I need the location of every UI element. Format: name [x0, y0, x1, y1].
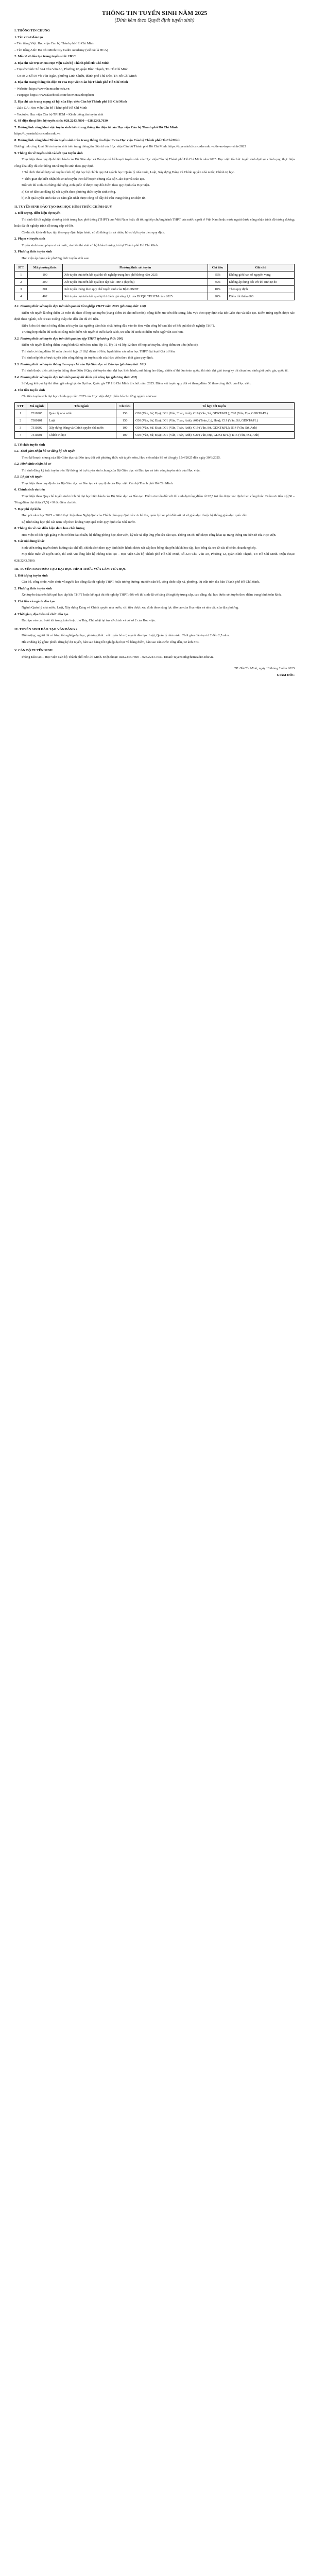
document-subtitle: (Đính kèm theo Quyết định tuyển sinh) — [114, 18, 195, 23]
table-cell: 20% — [208, 293, 227, 300]
subsection-heading: 3. Chỉ tiêu và ngành đào tạo — [14, 599, 55, 603]
table-cell: 7380101 — [26, 417, 47, 424]
subsection-heading: 2. Mã cơ sở đào tạo trong tuyển sinh: HCC — [14, 55, 76, 58]
table-cell: Xây dựng Đảng và Chính quyền nhà nước — [47, 424, 116, 431]
table-header-cell: STT — [15, 402, 26, 410]
subsection-heading: 5. Tổ chức tuyển sinh — [14, 443, 45, 447]
paragraph: Đào tạo vào các buổi tối trong tuần hoặc thứ Bảy, Chủ nhật tại trụ sở chính và cơ sở 2 của Học viện. — [22, 619, 156, 622]
table-cell: Không áp dụng đối với thí sinh tự do — [227, 279, 294, 286]
paragraph: Điểm xét tuyển là tổng điểm trung bình 03 môn học năm lớp 10, lớp 11 và lớp 12 theo tổ hợp xét tuyển, cộng điểm ưu tiên (nếu có). — [22, 343, 199, 347]
table-row — [15, 424, 295, 431]
paragraph: Hồ sơ đăng ký gồm: phiếu đăng ký dự tuyển, bản sao bằng tốt nghiệp đại học và bảng điểm, bản sao căn cước công dân, 02 ảnh 3×4. — [22, 640, 200, 644]
table-row — [15, 410, 295, 417]
table-cell: C00 (Văn, Sử, Địa); D01 (Văn, Toán, Anh); C19 (Văn, Sử, GDKT&PL); D14 (Văn, Sử, Anh) — [134, 424, 295, 431]
table-cell: 4 — [15, 293, 28, 300]
table-cell: Xét tuyển dựa trên kết quả thi tốt nghiệp trung học phổ thông năm 2025 — [62, 272, 208, 279]
paragraph: Lộ trình tăng học phí các năm tiếp theo không vượt quá mức quy định của Nhà nước. — [22, 520, 136, 524]
subsection-heading: 6. Chính sách ưu tiên — [14, 488, 45, 492]
subsection-heading: 4. Chỉ tiêu tuyển sinh — [14, 388, 45, 392]
table-header-row — [15, 402, 295, 410]
table-row — [15, 279, 295, 286]
section-heading: V. CÁN BỘ TUYỂN SINH — [14, 649, 53, 652]
sub-subsection-heading: 3.2. Phương thức xét tuyển dựa trên kết quả học tập THPT (phương thức 200) — [14, 336, 123, 341]
table-header-cell: Chỉ tiêu — [208, 264, 227, 272]
section-heading: II. TUYỂN SINH ĐÀO TẠO ĐẠI HỌC HÌNH THỨC CHÍNH QUY — [14, 205, 112, 209]
table-cell: 2 — [15, 279, 28, 286]
paragraph: – Fanpage: https://www.facebook.com/hocviencanbotphcm — [14, 93, 94, 97]
section-heading: III. TUYỂN SINH ĐÀO TẠO ĐẠI HỌC HÌNH THỨC VỪA LÀM VỪA HỌC — [14, 567, 126, 571]
table-cell: 1 — [15, 272, 28, 279]
paragraph: – Tên tiếng Anh: Ho Chi Minh City Cadre Academy (viết tắt là HCA) — [14, 48, 108, 52]
paragraph: Học viện áp dụng các phương thức tuyển sinh sau: — [22, 256, 90, 260]
paragraph: Thực hiện theo quy định hiện hành của Bộ Giáo dục và Đào tạo và kế hoạch tuyển sinh của Học viện Cán bộ Thành phố Hồ Chí Minh năm 2025. Học viện tổ chức tuyển sinh đại học chính quy, thực hiện công khai đầy đủ các thông tin về tuyển sinh theo quy định. — [14, 158, 295, 168]
table-cell: 100 — [116, 424, 134, 431]
paragraph: Đối tượng: người đã có bằng tốt nghiệp đại học; phương thức: xét tuyển hồ sơ; ngành đào tạo: Luật, Quản lý nhà nước. Thời gian đào tạo từ 2 đến 2,5 năm. — [22, 634, 230, 637]
table-cell: 2 — [15, 417, 26, 424]
paragraph: Điều kiện: thí sinh có tổng điểm xét tuyển đạt ngưỡng đảm bảo chất lượng đầu vào do Học viện công bố sau khi có kết quả thi tốt nghiệp THPT. — [22, 324, 215, 328]
table-cell: 100 — [27, 272, 62, 279]
subsection-heading: 8. Đường link công khai Đề án tuyển sinh trên trang thông tin điện tử của Học viện Cán bộ Thành phố Hồ Chí Minh — [14, 138, 181, 142]
table-header-cell: Phương thức xét tuyển — [62, 264, 208, 272]
table-header-cell: STT — [15, 264, 28, 272]
paragraph: Ngành Quản lý nhà nước, Luật, Xây dựng Đảng và Chính quyền nhà nước; chỉ tiêu được xác định theo năng lực đào tạo của Học viện và nhu cầu của địa phương. — [22, 606, 239, 609]
table-cell: Điểm tối thiểu 600 — [227, 293, 294, 300]
section-methods — [14, 303, 295, 400]
table-header-cell: Tên ngành — [47, 402, 116, 410]
paragraph: Xét tuyển dựa trên kết quả học tập bậc THPT hoặc kết quả thi tốt nghiệp THPT; đối với thí sinh đã có bằng tốt nghiệp trung cấp, cao đẳng, đại học được xét tuyển theo điểm trung bình toàn khóa. — [22, 593, 283, 597]
paragraph: Học viện có đội ngũ giảng viên cơ hữu đạt chuẩn, hệ thống phòng học, thư viện, ký túc xá đáp ứng yêu cầu đào tạo. Thông tin chi tiết được công khai tại trang thông tin điện tử của Học viện. — [22, 533, 277, 537]
table-cell: 301 — [27, 286, 62, 293]
table-row — [15, 431, 295, 438]
table-cell: 3 — [15, 424, 26, 431]
table-cell: 100 — [116, 431, 134, 438]
sub-subsection-heading: 5.1. Thời gian nhận hồ sơ đăng ký xét tuyển — [14, 449, 76, 453]
paragraph: Thí sinh thuộc diện xét tuyển thẳng theo Điều 8 Quy chế tuyển sinh đại học hiện hành; anh hùng lao động, chiến sĩ thi đua toàn quốc; thí sinh đạt giải trong kỳ thi chọn học sinh giỏi quốc gia, quốc tế. — [22, 369, 288, 372]
signature-place: TP. Hồ Chí Minh, ngày 10 tháng 3 năm 2025 — [234, 667, 295, 670]
paragraph: Học phí năm học 2025 – 2026 thực hiện theo Nghị định của Chính phủ quy định về cơ chế thu, quản lý học phí đối với cơ sở giáo dục thuộc hệ thống giáo dục quốc dân. — [22, 514, 248, 517]
paragraph: + Thời gian dự kiến nhận hồ sơ xét tuyển theo kế hoạch chung của Bộ Giáo dục và Đào tạo. — [22, 177, 145, 181]
paragraph: Mọi thắc mắc về tuyển sinh, thí sinh vui lòng liên hệ Phòng Đào tạo – Học viện Cán bộ Thành phố Hồ Chí Minh, số 324 Chu Văn An, Phường 12, quận Bình Thạnh, TP. Hồ Chí Minh. Điện thoại: 028.2243.7800. — [14, 552, 295, 563]
table-cell: 150 — [116, 410, 134, 417]
sub-subsection-heading: 3.4. Phương thức xét tuyển dựa trên kết quả kỳ thi đánh giá năng lực (phương thức 402) — [14, 375, 138, 379]
paragraph: Tuyển sinh trong phạm vi cả nước, ưu tiên thí sinh có hộ khẩu thường trú tại Thành phố Hồ Chí Minh. — [22, 243, 159, 247]
paragraph: – Youtube: Học viện Cán bộ TP.HCM – Kênh thông tin tuyển sinh — [14, 112, 104, 116]
table-cell: 4 — [15, 431, 26, 438]
signature-block — [14, 666, 295, 679]
table-header-cell: Mã phương thức — [27, 264, 62, 272]
section-organization — [14, 442, 295, 661]
table-row — [15, 293, 295, 300]
paragraph: https://tuyensinh.hcmcadre.edu.vn — [14, 132, 61, 135]
subsection-heading: 5. Địa chỉ các trang mạng xã hội của Học viện Cán bộ Thành phố Hồ Chí Minh — [14, 99, 127, 104]
table-row — [15, 272, 295, 279]
paragraph: – Website: https://www.hcmcadre.edu.vn — [14, 87, 70, 91]
table-cell: Luật — [47, 417, 116, 424]
paragraph: Thí sinh đăng ký trực tuyến trên Hệ thống hỗ trợ tuyển sinh chung của Bộ Giáo dục và Đào tạo và trên cổng tuyển sinh của Học viện. — [22, 468, 201, 472]
admission-methods-table — [14, 264, 295, 300]
document — [14, 9, 295, 679]
paragraph: Thí sinh nộp hồ sơ trực tuyến trên cổng thông tin tuyển sinh của Học viện theo thời gian quy định. — [22, 356, 153, 360]
signature-role: GIÁM ĐỐC — [277, 673, 295, 677]
section-heading: IV. TUYỂN SINH ĐÀO TẠO VĂN BẰNG 2 — [14, 627, 78, 631]
paragraph: Phòng Đào tạo – Học viện Cán bộ Thành phố Hồ Chí Minh. Điện thoại: 028.2243.7800 – 028.2243.7630. Email: tuyensinh@hcmcadre.edu.vn. — [22, 655, 214, 659]
table-cell: Xét tuyển thẳng theo quy chế tuyển sinh của Bộ GD&ĐT — [62, 286, 208, 293]
table-cell: 7310202 — [26, 424, 47, 431]
subsection-heading: 4. Địa chỉ trang thông tin điện tử của Học viện Cán bộ Thành phố Hồ Chí Minh — [14, 80, 128, 84]
table-cell: Xét tuyển dựa trên kết quả kỳ thi đánh giá năng lực của ĐHQG TP.HCM năm 2025 — [62, 293, 208, 300]
subsection-heading: 8. Thông tin về các điều kiện đảm bảo chất lượng — [14, 527, 85, 530]
subsection-heading: 7. Đường link công khai việc tuyển sinh trên trang thông tin điện tử của Học viện Cán bộ Thành phố Hồ Chí Minh — [14, 125, 178, 129]
table-cell: 200 — [27, 279, 62, 286]
subsection-heading: 1. Đối tượng tuyển sinh — [14, 573, 48, 578]
paragraph: Thí sinh đã tốt nghiệp chương trình trung học phổ thông (THPT) của Việt Nam hoặc đã tốt nghiệp chương trình THPT của nước ngoài ở Việt Nam hoặc nước ngoài được công nhận trình độ tương đương; hoặc đã tốt nghiệp trình độ trung cấp trở lên. — [14, 217, 295, 228]
paragraph: Chỉ tiêu tuyển sinh đại học chính quy năm 2025 của Học viện được phân bổ cho từng ngành như sau: — [22, 395, 158, 398]
table-cell: Theo quy định — [227, 286, 294, 293]
document-title: THÔNG TIN TUYỂN SINH NĂM 2025 — [101, 9, 208, 16]
paragraph: – Trụ sở chính: Số 324 Chu Văn An, Phường 12, quận Bình Thạnh, TP. Hồ Chí Minh — [14, 67, 129, 71]
table-cell: C00 (Văn, Sử, Địa); D01 (Văn, Toán, Anh); C20 (Văn, Địa, GDKT&PL); D15 (Văn, Địa, Anh) — [134, 431, 295, 438]
paragraph: b) Kết quả tuyển sinh của 02 năm gần nhất được công bố đầy đủ trên trang thông tin điện tử. — [22, 196, 146, 200]
table-cell: Không giới hạn số nguyện vọng — [227, 272, 294, 279]
subsection-heading: 3. Địa chỉ các trụ sở của Học viện Cán bộ Thành phố Hồ Chí Minh — [14, 61, 110, 65]
table-cell: Xét tuyển dựa trên kết quả học tập bậc THPT (học bạ) — [62, 279, 208, 286]
sub-subsection-heading: 3.1. Phương thức xét tuyển dựa trên kết quả thi tốt nghiệp THPT năm 2025 (phương thức 100) — [14, 304, 146, 308]
subsection-heading: 7. Học phí dự kiến — [14, 507, 41, 511]
subsection-heading: 4. Thời gian, địa điểm tổ chức đào tạo — [14, 612, 68, 616]
table-header-cell: Chỉ tiêu — [116, 402, 134, 410]
table-cell: 1 — [15, 410, 26, 417]
subsection-heading: 2. Phương thức tuyển sinh — [14, 586, 52, 590]
table-cell: 7310205 — [26, 410, 47, 417]
table-cell: 7310201 — [26, 431, 47, 438]
table-row — [15, 417, 295, 424]
paragraph: – Tên tiếng Việt: Học viện Cán bộ Thành phố Hồ Chí Minh — [14, 42, 94, 45]
paragraph: a) Cơ sở đào tạo đăng ký xét tuyển theo phương thức tuyển sinh riêng. — [22, 190, 116, 194]
paragraph: – Cơ sở 2: Số 59 Võ Văn Ngân, phường Linh Chiểu, thành phố Thủ Đức, TP. Hồ Chí Minh — [14, 74, 136, 78]
paragraph: + Tổ chức thi kết hợp xét tuyển trình độ đại học hệ chính quy 04 ngành học: Quản lý nhà nước, Luật, Xây dựng Đảng và Chính quyền nhà nước, Chính trị học. — [22, 171, 235, 174]
table-cell: 3 — [15, 286, 28, 293]
subsection-heading: 1. Đối tượng, điều kiện dự tuyển — [14, 211, 61, 215]
subsection-heading: 6. Số điện thoại liên hệ tuyển sinh: 028.2243.7800 – 028.2243.7630 — [14, 119, 108, 123]
table-row — [15, 286, 295, 293]
sub-subsection-heading: 5.2. Hình thức nhận hồ sơ — [14, 462, 52, 466]
table-cell: 402 — [27, 293, 62, 300]
paragraph: Điểm xét tuyển là tổng điểm 03 môn thi theo tổ hợp xét tuyển (thang điểm 10 cho mỗi môn), cộng điểm ưu tiên đối tượng, khu vực theo quy định của Bộ Giáo dục và Đào tạo. Điểm trúng tuyển được xác định theo ngành, xét từ cao xuống thấp cho đến khi đủ chỉ tiêu. — [14, 311, 295, 321]
table-cell: Quản lý nhà nước — [47, 410, 116, 417]
paragraph: – Zalo OA: Học viện Cán bộ Thành phố Hồ Chí Minh — [14, 106, 87, 110]
subsection-heading: 3. Phương thức tuyển sinh — [14, 250, 52, 253]
table-header-row — [15, 264, 295, 272]
paragraph: Có đủ sức khỏe để học tập theo quy định hiện hành; có đủ thông tin cá nhân, hồ sơ dự tuyển theo quy định. — [22, 230, 165, 234]
section-general — [14, 28, 295, 262]
table-cell: 35% — [208, 272, 227, 279]
paragraph: Trường hợp nhiều thí sinh có cùng mức điểm xét tuyển ở cuối danh sách, ưu tiên thí sinh có điểm môn Ngữ văn cao hơn. — [22, 330, 184, 334]
sub-subsection-heading: 5.3. Lệ phí xét tuyển — [14, 475, 43, 479]
paragraph: Thí sinh có tổng điểm 03 môn theo tổ hợp từ 18,0 điểm trở lên; hạnh kiểm các năm học THPT đạt loại Khá trở lên. — [22, 349, 176, 353]
paragraph: Sử dụng kết quả kỳ thi đánh giá năng lực do Đại học Quốc gia TP. Hồ Chí Minh tổ chức năm 2025. Điểm xét tuyển quy đổi về thang điểm 30 theo công thức của Học viện. — [22, 382, 251, 385]
paragraph: Thực hiện theo Quy chế tuyển sinh trình độ đại học hiện hành của Bộ Giáo dục và Đào tạo. Điểm ưu tiên đối với thí sinh đạt tổng điểm từ 22,5 trở lên được xác định theo công thức: Điểm ưu tiên = [(30 – Tổng điểm đạt được)/7,5] × Mức điểm ưu tiên. — [14, 494, 295, 504]
subsection-heading: 9. Các nội dung khác — [14, 539, 45, 543]
paragraph: Đối với thí sinh có chứng chỉ tiếng Anh quốc tế được quy đổi điểm theo quy định của Học viện. — [22, 183, 150, 187]
quota-table — [14, 402, 295, 439]
table-header-cell: Mã ngành — [26, 402, 47, 410]
table-cell: C00 (Văn, Sử, Địa); D01 (Văn, Toán, Anh); A00 (Toán, Lý, Hóa); C19 (Văn, Sử, GDKT&PL) — [134, 417, 295, 424]
paragraph: Theo kế hoạch chung của Bộ Giáo dục và Đào tạo; đối với phương thức xét tuyển sớm, Học viện nhận hồ sơ từ ngày 15/4/2025 đến ngày 30/6/2025. — [22, 455, 221, 460]
paragraph: Thực hiện theo quy định của Bộ Giáo dục và Đào tạo và quy định của Học viện Cán bộ Thành phố Hồ Chí Minh. — [22, 481, 174, 485]
table-cell: 150 — [116, 417, 134, 424]
sub-subsection-heading: 3.3. Phương thức xét tuyển thẳng theo quy chế của Bộ Giáo dục và Đào tạo (phương thức 301) — [14, 362, 146, 366]
subsection-heading: 2. Phạm vi tuyển sinh — [14, 237, 45, 241]
table-header-cell: Ghi chú — [227, 264, 294, 272]
subsection-heading: 9. Thông tin về tuyển sinh và kết quả tuyển sinh — [14, 151, 83, 155]
table-cell: C00 (Văn, Sử, Địa); D01 (Văn, Toán, Anh); C19 (Văn, Sử, GDKT&PL); C20 (Văn, Địa, GDKT&PL) — [134, 410, 295, 417]
table-cell: 35% — [208, 279, 227, 286]
table-cell: 10% — [208, 286, 227, 293]
subsection-heading: 1. Tên cơ sở đào tạo — [14, 35, 43, 39]
paragraph: Cán bộ, công chức, viên chức và người lao động đã tốt nghiệp THPT hoặc tương đương; ưu tiên cán bộ, công chức cấp xã, phường, thị trấn trên địa bàn Thành phố Hồ Chí Minh. — [22, 580, 260, 584]
paragraph: Sinh viên trúng tuyển được hưởng các chế độ, chính sách theo quy định hiện hành; được xét cấp học bổng khuyến khích học tập, học bổng tài trợ từ các tổ chức, doanh nghiệp. — [22, 546, 256, 550]
section-heading: I. THÔNG TIN CHUNG — [14, 29, 50, 32]
table-cell: Chính trị học — [47, 431, 116, 438]
table-header-cell: Tổ hợp xét tuyển — [134, 402, 295, 410]
paragraph: Đường link công khai Đề án tuyển sinh trên trang thông tin điện tử của Học viện Cán bộ Thành phố Hồ Chí Minh: https://tuyensinh.hcmcadre.edu.vn/de-an-tuyen-sinh-2025 — [14, 145, 246, 148]
